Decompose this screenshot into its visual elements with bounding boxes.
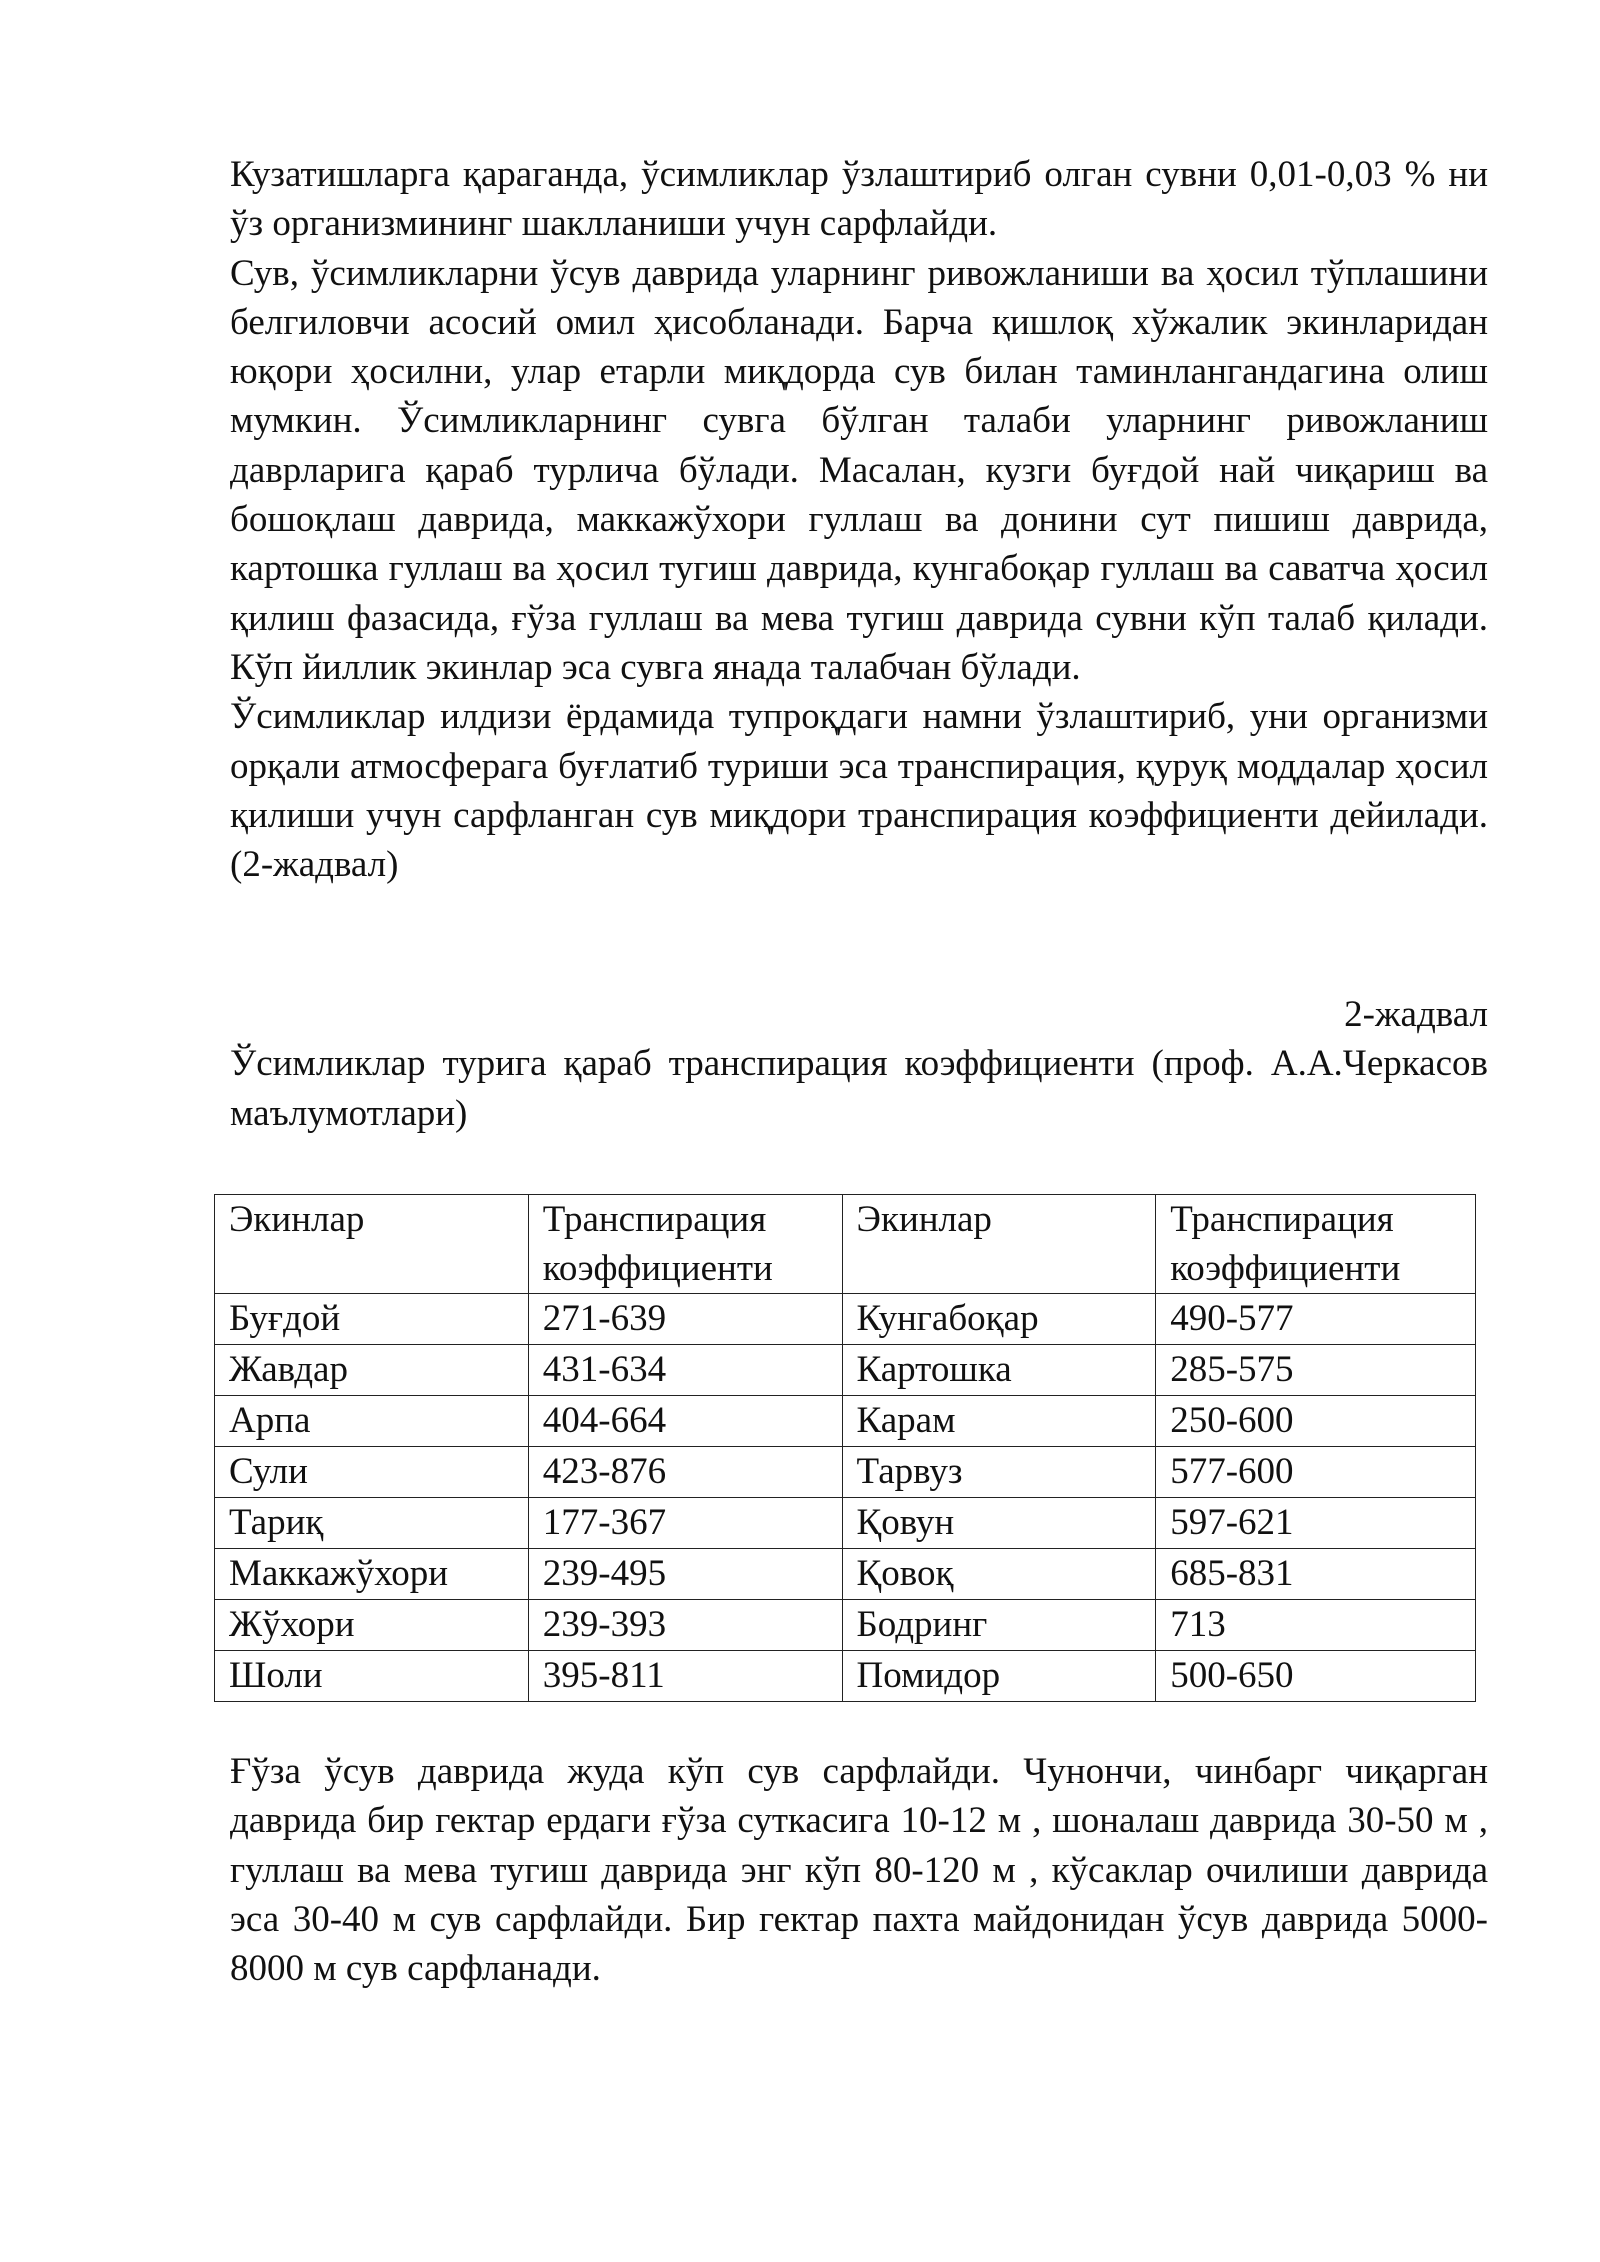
table-cell: Арпа [215, 1396, 529, 1447]
table-cell: Тарвуз [842, 1447, 1156, 1498]
transpiration-table [214, 1194, 1476, 1702]
table-row [215, 1549, 1476, 1600]
table-row [215, 1345, 1476, 1396]
table-cell: Бодринг [842, 1600, 1156, 1651]
table-row [215, 1447, 1476, 1498]
header-crops-2: Экинлар [842, 1195, 1156, 1294]
table-cell: 239-495 [528, 1549, 842, 1600]
intro-text [230, 150, 1488, 889]
table-number-label: 2-жадвал [1344, 994, 1488, 1035]
table-row [215, 1294, 1476, 1345]
table-cell: 597-621 [1156, 1498, 1476, 1549]
table-cell: 490-577 [1156, 1294, 1476, 1345]
table-cell: 271-639 [528, 1294, 842, 1345]
table-cell: 250-600 [1156, 1396, 1476, 1447]
table-cell: Қовун [842, 1498, 1156, 1549]
table-cell: 404-664 [528, 1396, 842, 1447]
table-cell: 713 [1156, 1600, 1476, 1651]
table-cell: Буғдой [215, 1294, 529, 1345]
table-cell: 395-811 [528, 1651, 842, 1702]
table-row [215, 1600, 1476, 1651]
table-cell: 239-393 [528, 1600, 842, 1651]
table-cell: Карам [842, 1396, 1156, 1447]
table-cell: Маккажўхори [215, 1549, 529, 1600]
table-cell: 285-575 [1156, 1345, 1476, 1396]
table-cell: 500-650 [1156, 1651, 1476, 1702]
table-row [215, 1498, 1476, 1549]
table-cell: Кунгабоқар [842, 1294, 1156, 1345]
paragraph-cotton-water: Ғўза ўсув даврида жуда кўп сув сарфлайди. Чунончи, чинбарг чиқарган даврида бир гектар ердаги ғўза суткасига 10-12 м , шоналаш даврида 30-50 м , гуллаш ва мева тугиш даврида энг кўп 80-120 м , кўсаклар очилиши даврида эса 30-40 м сув сарфлайди. Бир гектар пахта майдонидан ўсув даврида 5000-8000 м сув сарфланади. [230, 1751, 1488, 1990]
paragraph-water-needs: Сув, ўсимликларни ўсув даврида уларнинг ривожланиши ва ҳосил тўплашини белгиловчи асосий омил ҳисобланади. Барча қишлоқ хўжалик экинларидан юқори ҳосилни, улар етарли миқдорда сув билан таминлангандагина олиш мумкин. Ўсимликларнинг сувга бўлган талаби уларнинг ривожланиш даврларига қараб турлича бўлади. Масалан, кузги буғдой най чиқариш ва бошоқлаш даврида, маккажўхори гуллаш ва донини сут пишиш даврида, картошка гуллаш ва ҳосил тугиш даврида, кунгабоқар гуллаш ва саватча ҳосил қилиш фазасида, ғўза гуллаш ва мева тугиш даврида сувни кўп талаб қилади. Кўп йиллик экинлар эса сувга янада талабчан бўлади. [230, 252, 1488, 688]
table-row [215, 1396, 1476, 1447]
header-coefficient-1: Транспирация коэффициенти [528, 1195, 842, 1294]
closing-text [230, 1747, 1488, 1993]
table-caption: Ўсимликлар турига қараб транспирация коэффициенти (проф. А.А.Черкасов маълумотлари) [230, 1043, 1488, 1134]
paragraph-transpiration: Ўсимликлар илдизи ёрдамида тупроқдаги намни ўзлаштириб, уни организми орқали атмосферага буғлатиб туриши эса транспирация, қуруқ моддалар ҳосил қилиши учун сарфланган сув миқдори транспирация коэффициенти дейилади. (2-жадвал) [230, 696, 1488, 886]
table-cell: 577-600 [1156, 1447, 1476, 1498]
table-cell: Қовоқ [842, 1549, 1156, 1600]
table-cell: Тариқ [215, 1498, 529, 1549]
table-row [215, 1651, 1476, 1702]
table-cell: 431-634 [528, 1345, 842, 1396]
table-cell: Жўхори [215, 1600, 529, 1651]
table-cell: 177-367 [528, 1498, 842, 1549]
header-crops-1: Экинлар [215, 1195, 529, 1294]
table-cell: Помидор [842, 1651, 1156, 1702]
table-caption-block [230, 990, 1488, 1138]
table-cell: Картошка [842, 1345, 1156, 1396]
paragraph-water-usage: Кузатишларга қараганда, ўсимликлар ўзлаштириб олган сувни 0,01-0,03 % ни ўз организмининг шаклланиши учун сарфлайди. [230, 154, 1488, 245]
table-cell: 423-876 [528, 1447, 842, 1498]
header-coefficient-2: Транспирация коэффициенти [1156, 1195, 1476, 1294]
table-header-row [215, 1195, 1476, 1294]
table-cell: Сули [215, 1447, 529, 1498]
table-cell: Шоли [215, 1651, 529, 1702]
table-cell: Жавдар [215, 1345, 529, 1396]
table-cell: 685-831 [1156, 1549, 1476, 1600]
